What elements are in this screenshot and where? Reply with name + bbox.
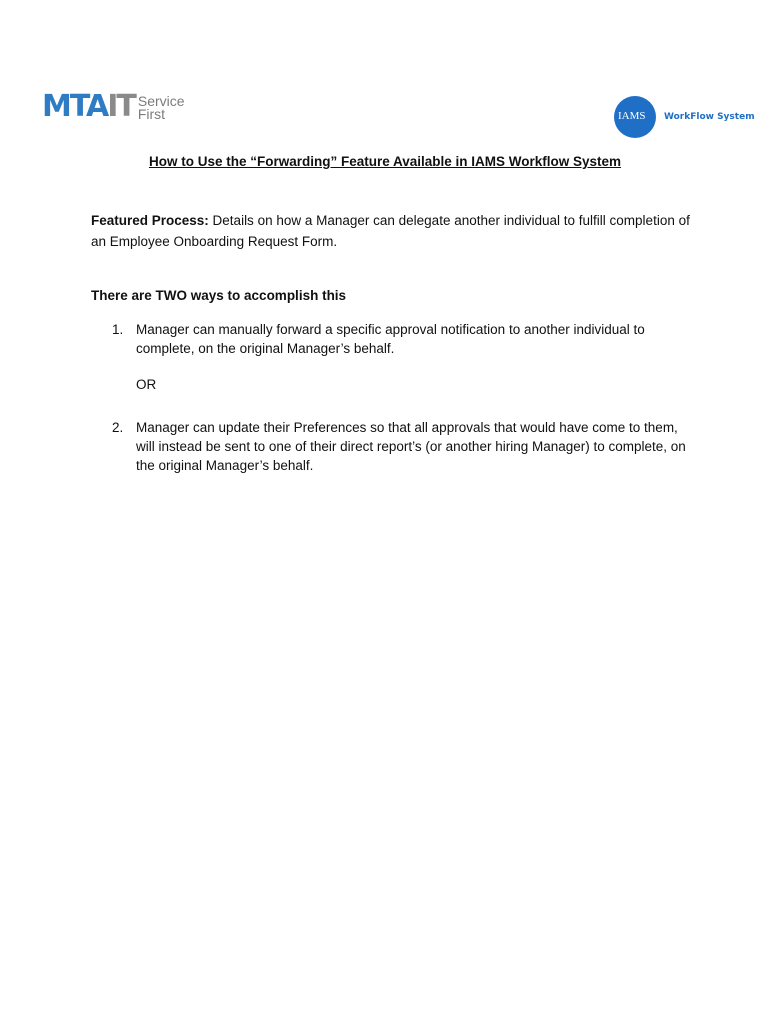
service-first-tagline: [138, 92, 185, 121]
list-item: [112, 320, 692, 358]
featured-process-text: Details on how a Manager can delegate another individual to fulfill completion of an Employee Onboarding Request Form.: [91, 213, 690, 249]
mta-it-wordmark: [42, 89, 135, 124]
list-item-number: 2.: [112, 420, 124, 435]
featured-process-paragraph: [91, 210, 691, 252]
iams-logo: [614, 96, 755, 138]
mta-it-logo: [42, 89, 185, 124]
tagline-line-2: First: [137, 106, 166, 122]
iams-badge-text: IAMS: [618, 110, 646, 122]
ways-heading: There are TWO ways to accomplish this: [91, 288, 347, 303]
workflow-system-label: WorkFlow System: [664, 112, 755, 122]
list-item-text: Manager can update their Preferences so that all approvals that would have come to them, will instead be sent to one of their direct report’s (or another hiring Manager) to complete, on the original Manager’s behalf.: [136, 420, 686, 473]
it-wordmark-text: IT: [107, 89, 135, 124]
mta-wordmark-text: MTA: [42, 89, 108, 124]
tagline-line-1: Service: [137, 93, 185, 109]
list-item-number: 1.: [112, 322, 124, 337]
list-item-text: Manager can manually forward a specific approval notification to another individual to complete, on the original Manager’s behalf.: [136, 322, 645, 356]
iams-globe-icon: [614, 96, 656, 138]
list-item: [112, 418, 692, 475]
featured-process-label: Featured Process:: [91, 213, 209, 228]
document-title: How to Use the “Forwarding” Feature Available in IAMS Workflow System: [148, 154, 622, 169]
or-separator: OR: [136, 377, 157, 392]
